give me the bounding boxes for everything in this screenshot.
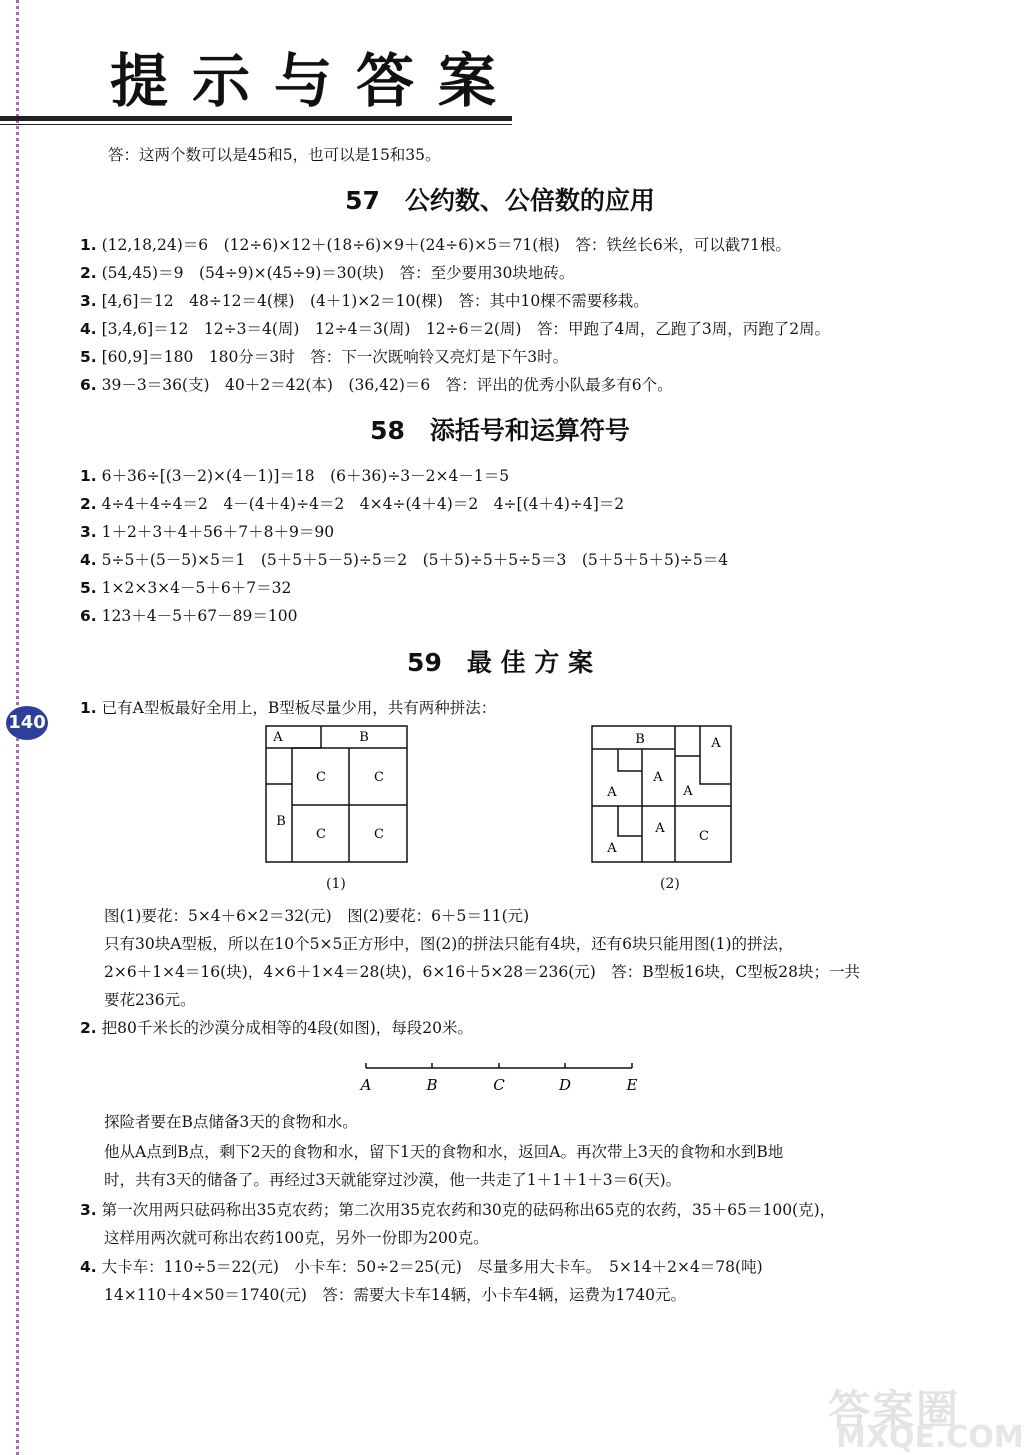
list-item: 1. 已有A型板最好全用上，B型板尽量少用，共有两种拼法： xyxy=(80,699,497,717)
tile-label: B xyxy=(635,732,645,747)
paragraph-line: 图(1)要花：5×4＋6×2＝32(元) 图(2)要花：6＋5＝11(元) xyxy=(104,907,530,925)
tile-label: A xyxy=(607,841,617,856)
figure-1-caption: (1) xyxy=(326,876,346,892)
title-rule xyxy=(0,116,512,121)
tile-label: A xyxy=(653,770,663,785)
list-item: 3. [4,6]＝12 48÷12＝4(棵) (4＋1)×2＝10(棵) 答：其中10棵不需要移栽。 xyxy=(80,292,649,310)
tile-label: C xyxy=(316,827,326,842)
list-item: 4. 5÷5＋(5－5)×5＝1 (5＋5＋5－5)÷5＝2 (5＋5)÷5＋5÷5＝3 (5＋5＋5＋5)÷5＝4 xyxy=(80,551,729,569)
paragraph-line: 14×110＋4×50＝1740(元) 答：需要大卡车14辆，小卡车4辆，运费为1740元。 xyxy=(104,1286,686,1304)
paragraph-line: 这样用两次就可称出农药100克，另外一份即为200克。 xyxy=(104,1229,489,1247)
tiling-figure-2 xyxy=(590,724,736,866)
list-item: 6. 39－3＝36(支) 40＋2＝42(本) (36,42)＝6 答：评出的优秀小队最多有6个。 xyxy=(80,376,673,394)
tile-label: A xyxy=(655,821,665,836)
list-item: 1. 6＋36÷[(3－2)×(4－1)]＝18 (6＋36)÷3－2×4－1＝5 xyxy=(80,467,510,485)
intro-answer: 答：这两个数可以是45和5，也可以是15和35。 xyxy=(108,146,441,164)
tile-label: A xyxy=(273,730,283,745)
tile-label: C xyxy=(699,829,709,844)
watermark-logo: 答案圈 xyxy=(828,1386,961,1435)
paragraph-line: 时，共有3天的储备了。再经过3天就能穿过沙漠，他一共走了1＋1＋1＋3＝6(天)。 xyxy=(104,1171,682,1189)
list-item: 2. 4÷4＋4÷4＝2 4－(4＋4)÷4＝2 4×4÷(4＋4)＝2 4÷[(4＋4)÷4]＝2 xyxy=(80,495,625,513)
tile-label: C xyxy=(316,770,326,785)
tile-label: C xyxy=(374,827,384,842)
segment-diagram xyxy=(350,1058,650,1098)
point-label-a: A xyxy=(360,1076,372,1094)
title-rule-thin xyxy=(0,124,512,125)
tile-label: B xyxy=(276,814,286,829)
figure-2-caption: (2) xyxy=(660,876,680,892)
list-item: 6. 123＋4－5＋67－89＝100 xyxy=(80,607,298,625)
section-59-heading: 59 最 佳 方 案 xyxy=(407,648,593,677)
list-item: 3. 1＋2＋3＋4＋56＋7＋8＋9＝90 xyxy=(80,523,335,541)
page-number-badge: 140 xyxy=(6,706,48,740)
list-item: 2. (54,45)＝9 (54÷9)×(45÷9)＝30(块) 答：至少要用30块地砖。 xyxy=(80,264,575,282)
tile-label: B xyxy=(359,730,369,745)
list-item: 4. 大卡车：110÷5＝22(元) 小卡车：50÷2＝25(元) 尽量多用大卡车。 5×14＋2×4＝78(吨) xyxy=(80,1258,763,1276)
tile-label: A xyxy=(683,784,693,799)
section-58-heading: 58 添括号和运算符号 xyxy=(370,416,630,445)
point-label-d: D xyxy=(558,1076,572,1094)
list-item: 3. 第一次用两只砝码称出35克农药；第二次用35克农药和30克的砝码称出65克的农药，35＋65＝100(克)， xyxy=(80,1201,836,1219)
list-item: 2. 把80千米长的沙漠分成相等的4段(如图)，每段20米。 xyxy=(80,1019,474,1037)
paragraph-line: 他从A点到B点，剩下2天的食物和水，留下1天的食物和水，返回A。再次带上3天的食物和水到B地 xyxy=(104,1143,784,1161)
tiling-figure-1 xyxy=(264,724,410,866)
paragraph-line: 探险者要在B点储备3天的食物和水。 xyxy=(104,1113,358,1131)
tile-label: A xyxy=(607,785,617,800)
tile-label: C xyxy=(374,770,384,785)
tile-label: A xyxy=(711,736,721,751)
list-item: 5. 1×2×3×4－5＋6＋7＝32 xyxy=(80,579,292,597)
section-57-heading: 57 公约数、公倍数的应用 xyxy=(345,186,655,215)
list-item: 4. [3,4,6]＝12 12÷3＝4(周) 12÷4＝3(周) 12÷6＝2(周) 答：甲跑了4周，乙跑了3周，丙跑了2周。 xyxy=(80,320,831,338)
paragraph-line: 要花236元。 xyxy=(104,991,196,1009)
point-label-b: B xyxy=(426,1076,438,1094)
paragraph-line: 只有30块A型板，所以在10个5×5正方形中，图(2)的拼法只能有4块，还有6块只能用图(1)的拼法， xyxy=(104,935,794,953)
list-item: 1. (12,18,24)＝6 (12÷6)×12＋(18÷6)×9＋(24÷6)×5＝71(根) 答：铁丝长6米，可以截71根。 xyxy=(80,236,791,254)
paragraph-line: 2×6＋1×4＝16(块)，4×6＋1×4＝28(块)，6×16＋5×28＝236(元) 答：B型板16块，C型板28块；一共 xyxy=(104,963,860,981)
page-title: 提示与答案 xyxy=(110,47,521,115)
point-label-e: E xyxy=(626,1076,638,1094)
watermark-url: MXQE.COM xyxy=(836,1420,1024,1455)
point-label-c: C xyxy=(493,1076,505,1094)
list-item: 5. [60,9]＝180 180分＝3时 答：下一次既响铃又亮灯是下午3时。 xyxy=(80,348,569,366)
